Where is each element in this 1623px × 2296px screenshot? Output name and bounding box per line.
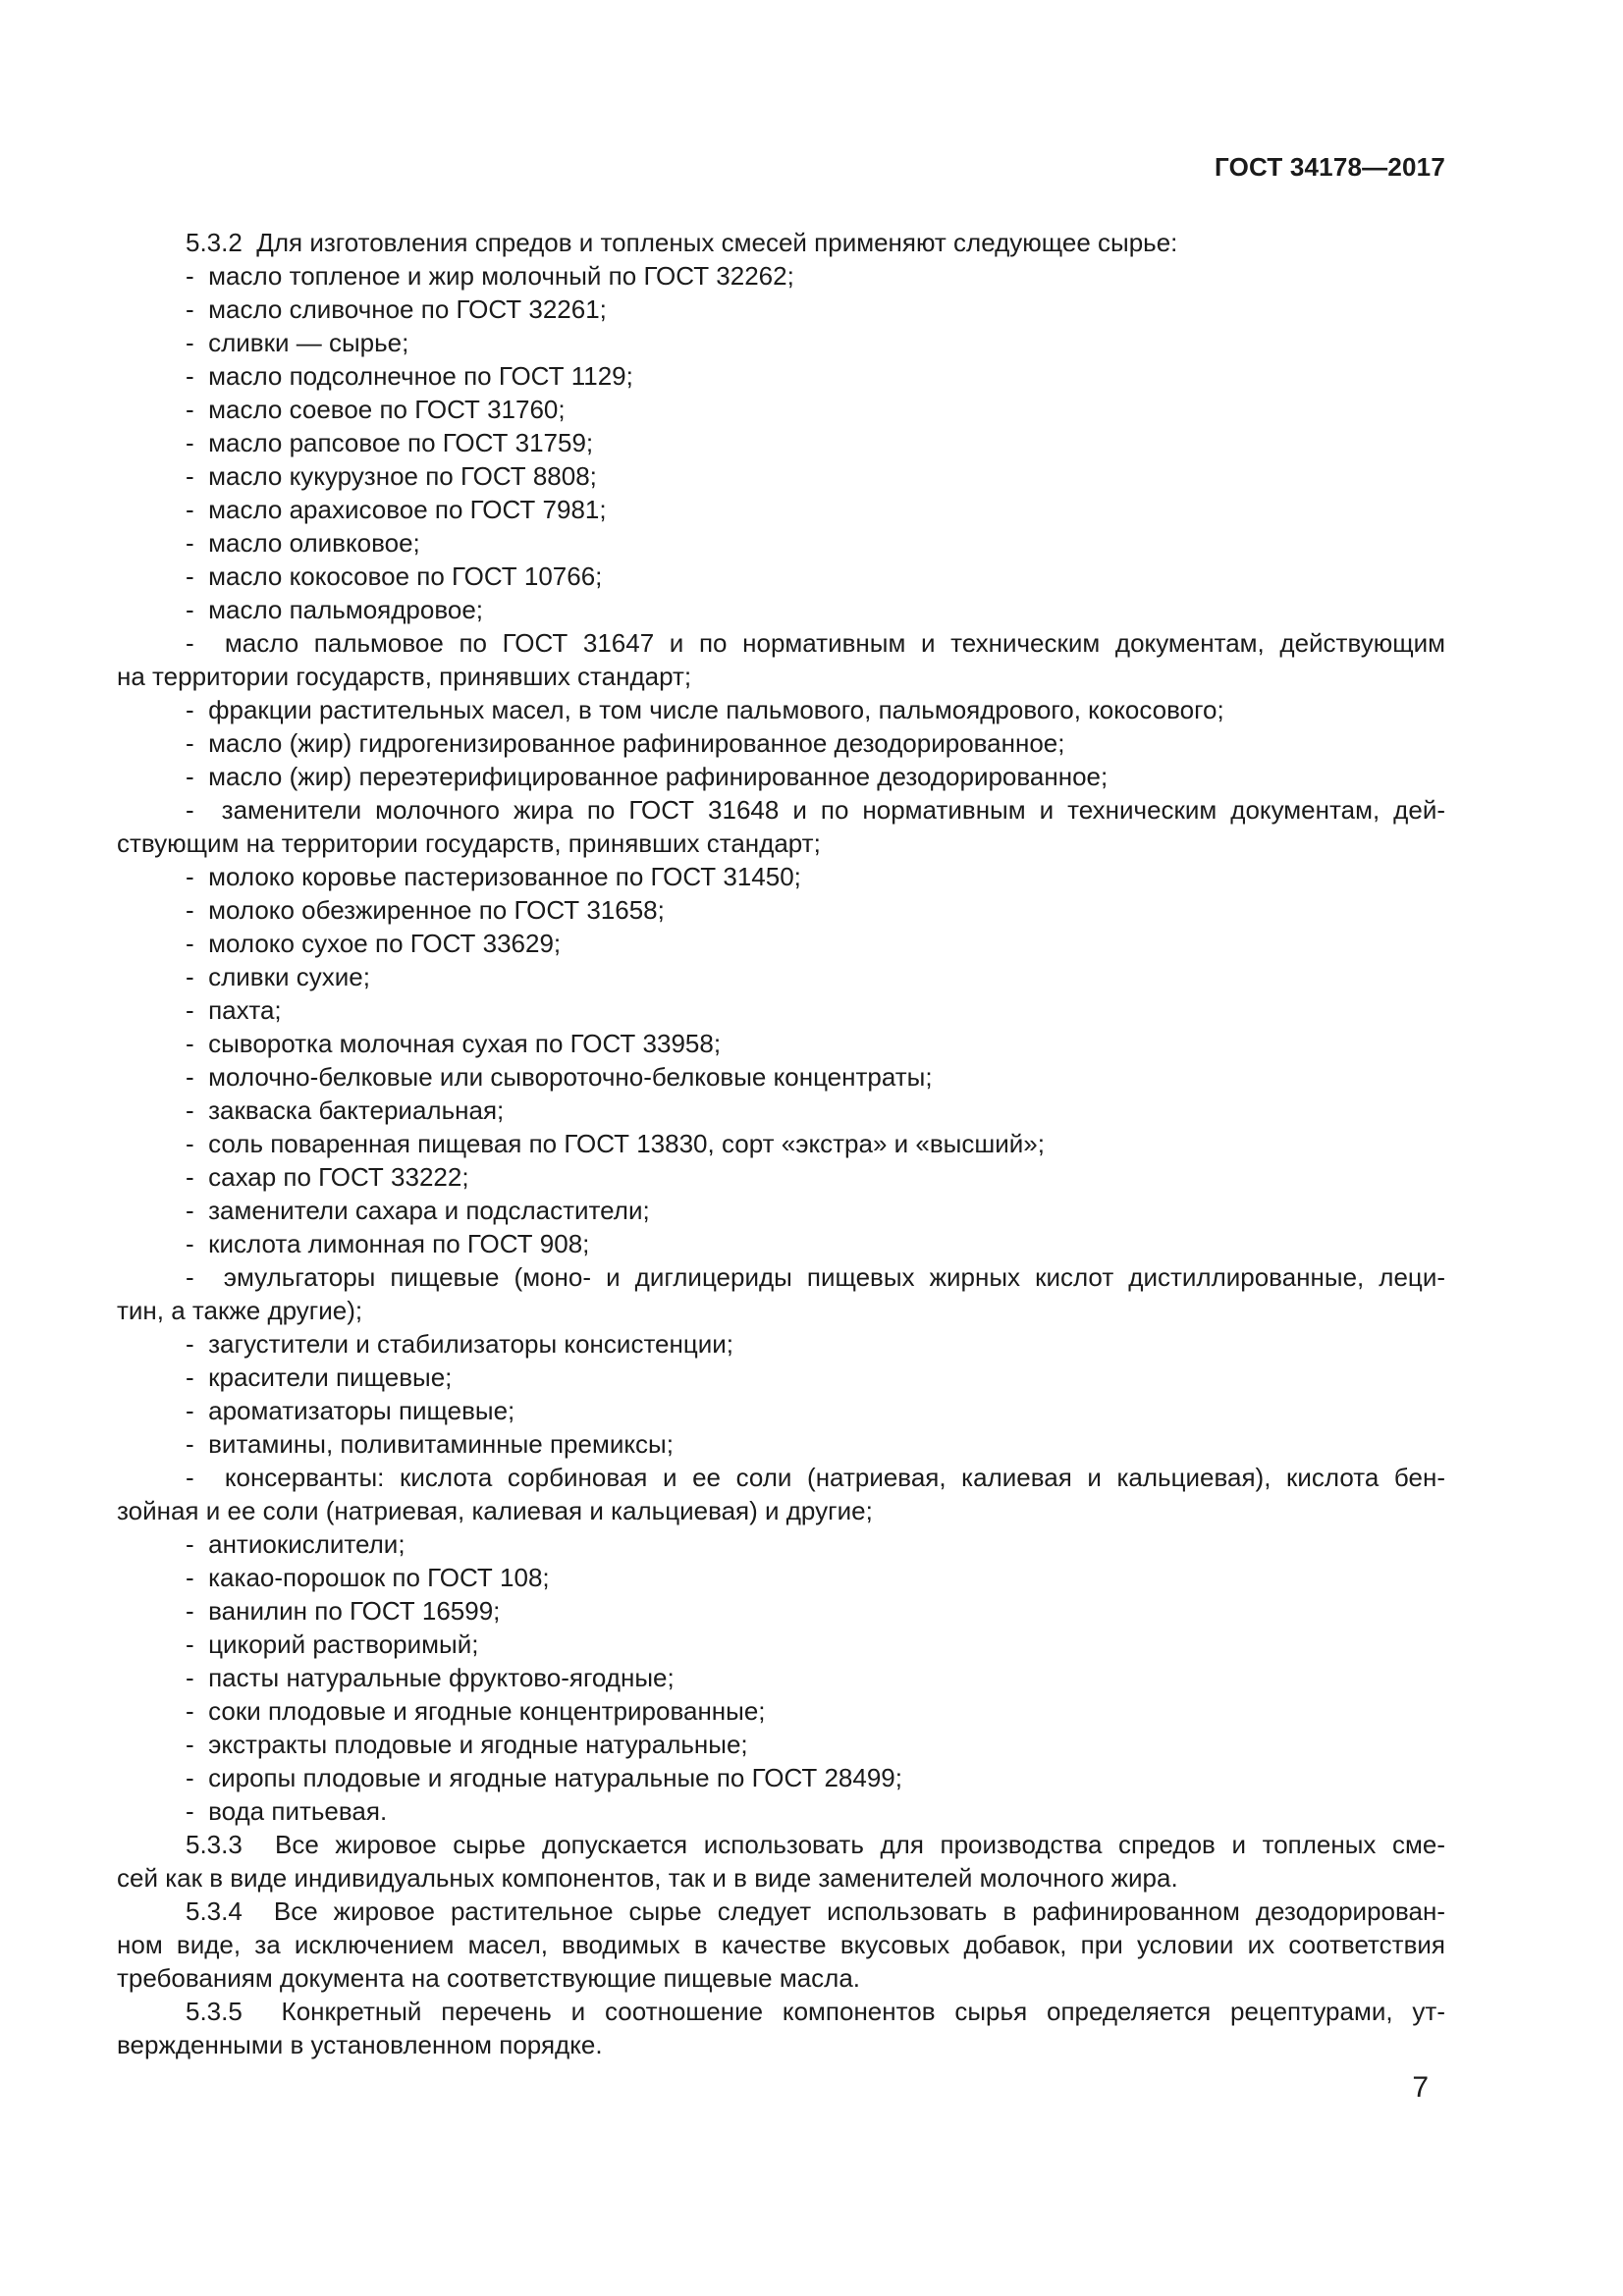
text-line: - антиокислители; — [186, 1529, 406, 1559]
text-line: - заменители молочного жира по ГОСТ 31648 и по нормативным и техническим документам, дей- — [186, 795, 1445, 825]
list-item — [117, 1027, 1445, 1060]
list-item — [117, 1694, 1445, 1728]
list-item — [117, 1361, 1445, 1394]
list-item — [117, 1561, 1445, 1594]
text-line: - кислота лимонная по ГОСТ 908; — [186, 1229, 590, 1258]
text-line: - эмульгаторы пищевые (моно- и диглицериды пищевых жирных кислот дистиллированные, леци- — [186, 1262, 1445, 1292]
text-line: - масло (жир) переэтерифицированное рафинированное дезодорированное; — [186, 762, 1109, 791]
text-line: - загустители и стабилизаторы консистенции; — [186, 1329, 734, 1359]
document-body — [117, 226, 1445, 2061]
text-line: - цикорий растворимый; — [186, 1629, 479, 1659]
text-line: - вода питьевая. — [186, 1796, 388, 1826]
list-item — [117, 1794, 1445, 1828]
text-line: - масло (жир) гидрогенизированное рафинированное дезодорированное; — [186, 728, 1065, 758]
list-item — [117, 459, 1445, 493]
list-item — [117, 1594, 1445, 1628]
text-line: - сливки — сырье; — [186, 328, 409, 357]
page-number: 7 — [1412, 2071, 1429, 2104]
text-line: - молоко обезжиренное по ГОСТ 31658; — [186, 895, 665, 925]
text-line: зойная и ее соли (натриевая, калиевая и кальциевая) и другие; — [117, 1496, 873, 1525]
text-line: - масло арахисовое по ГОСТ 7981; — [186, 495, 607, 524]
clause-paragraph — [117, 226, 1445, 259]
list-item — [117, 793, 1445, 860]
text-line: - соки плодовые и ягодные концентрированные; — [186, 1696, 766, 1726]
standard-number-header: ГОСТ 34178—2017 — [1215, 152, 1445, 182]
list-item — [117, 1127, 1445, 1160]
text-line: - масло пальмовое по ГОСТ 31647 и по нормативным и техническим документам, действующим — [186, 628, 1445, 658]
list-item — [117, 860, 1445, 893]
list-item — [117, 1327, 1445, 1361]
list-item — [117, 1728, 1445, 1761]
list-item — [117, 893, 1445, 927]
text-line: 5.3.2 Для изготовления спредов и топленых смесей применяют следующее сырье: — [186, 228, 1178, 257]
text-line: - экстракты плодовые и ягодные натуральные; — [186, 1730, 748, 1759]
text-line: - пахта; — [186, 995, 282, 1025]
text-line: - пасты натуральные фруктово-ягодные; — [186, 1663, 675, 1692]
list-item — [117, 993, 1445, 1027]
list-item — [117, 1394, 1445, 1427]
list-item — [117, 1060, 1445, 1094]
text-line: - масло пальмоядровое; — [186, 595, 484, 624]
text-line: - масло кукурузное по ГОСТ 8808; — [186, 461, 597, 491]
list-item — [117, 1160, 1445, 1194]
text-line: ствующим на территории государств, принявших стандарт; — [117, 828, 821, 858]
list-item — [117, 1427, 1445, 1461]
list-item — [117, 426, 1445, 459]
clause-paragraph — [117, 1895, 1445, 1995]
text-line: - соль поваренная пищевая по ГОСТ 13830, сорт «экстра» и «высший»; — [186, 1129, 1045, 1158]
list-item — [117, 1227, 1445, 1260]
list-item — [117, 960, 1445, 993]
text-line: - заменители сахара и подсластители; — [186, 1196, 650, 1225]
list-item — [117, 1094, 1445, 1127]
text-line: - молоко коровье пастеризованное по ГОСТ 31450; — [186, 862, 801, 891]
text-line: ном виде, за исключением масел, вводимых в качестве вкусовых добавок, при условии их соответствия — [117, 1930, 1445, 1959]
list-item — [117, 1661, 1445, 1694]
list-item — [117, 693, 1445, 726]
list-item — [117, 526, 1445, 560]
list-item — [117, 259, 1445, 293]
list-item — [117, 326, 1445, 359]
text-line: - молоко сухое по ГОСТ 33629; — [186, 929, 562, 958]
list-item — [117, 1527, 1445, 1561]
text-line: тин, а также другие); — [117, 1296, 363, 1325]
text-line: требованиям документа на соответствующие пищевые масла. — [117, 1963, 861, 1993]
list-item — [117, 626, 1445, 693]
text-line: - масло оливковое; — [186, 528, 420, 558]
clause-paragraph — [117, 1995, 1445, 2061]
list-item — [117, 1628, 1445, 1661]
list-item — [117, 359, 1445, 393]
text-line: - консерванты: кислота сорбиновая и ее соли (натриевая, калиевая и кальциевая), кислота бен- — [186, 1463, 1445, 1492]
list-item — [117, 293, 1445, 326]
text-line: - масло топленое и жир молочный по ГОСТ 32262; — [186, 261, 794, 291]
text-line: - витамины, поливитаминные премиксы; — [186, 1429, 674, 1459]
text-line: 5.3.3 Все жировое сырье допускается использовать для производства спредов и топленых сме- — [186, 1830, 1445, 1859]
text-line: - ароматизаторы пищевые; — [186, 1396, 515, 1425]
list-item — [117, 560, 1445, 593]
list-item — [117, 1260, 1445, 1327]
text-line: - сыворотка молочная сухая по ГОСТ 33958; — [186, 1029, 722, 1058]
list-item — [117, 493, 1445, 526]
text-line: - какао-порошок по ГОСТ 108; — [186, 1563, 550, 1592]
text-line: - масло сливочное по ГОСТ 32261; — [186, 294, 607, 324]
list-item — [117, 1194, 1445, 1227]
clause-paragraph — [117, 1828, 1445, 1895]
text-line: 5.3.4 Все жировое растительное сырье следует использовать в рафинированном дезодорирован- — [186, 1896, 1445, 1926]
text-line: - закваска бактериальная; — [186, 1095, 505, 1125]
text-line: вержденными в установленном порядке. — [117, 2030, 603, 2059]
text-line: - сливки сухие; — [186, 962, 370, 991]
text-line: - масло рапсовое по ГОСТ 31759; — [186, 428, 594, 457]
text-line: - сахар по ГОСТ 33222; — [186, 1162, 469, 1192]
text-line: - красители пищевые; — [186, 1362, 453, 1392]
list-item — [117, 1461, 1445, 1527]
list-item — [117, 593, 1445, 626]
list-item — [117, 1761, 1445, 1794]
list-item — [117, 393, 1445, 426]
text-line: на территории государств, принявших стандарт; — [117, 662, 692, 691]
text-line: сей как в виде индивидуальных компонентов, так и в виде заменителей молочного жира. — [117, 1863, 1178, 1893]
list-item — [117, 760, 1445, 793]
text-line: - масло подсолнечное по ГОСТ 1129; — [186, 361, 633, 391]
text-line: - сиропы плодовые и ягодные натуральные по ГОСТ 28499; — [186, 1763, 902, 1792]
text-line: - фракции растительных масел, в том числе пальмового, пальмоядрового, кокосового; — [186, 695, 1224, 724]
text-line: - масло кокосовое по ГОСТ 10766; — [186, 561, 603, 591]
text-line: - масло соевое по ГОСТ 31760; — [186, 395, 566, 424]
text-line: 5.3.5 Конкретный перечень и соотношение компонентов сырья определяется рецептурами, ут- — [186, 1997, 1445, 2026]
list-item — [117, 927, 1445, 960]
list-item — [117, 726, 1445, 760]
text-line: - молочно-белковые или сывороточно-белковые концентраты; — [186, 1062, 933, 1092]
text-line: - ванилин по ГОСТ 16599; — [186, 1596, 501, 1626]
